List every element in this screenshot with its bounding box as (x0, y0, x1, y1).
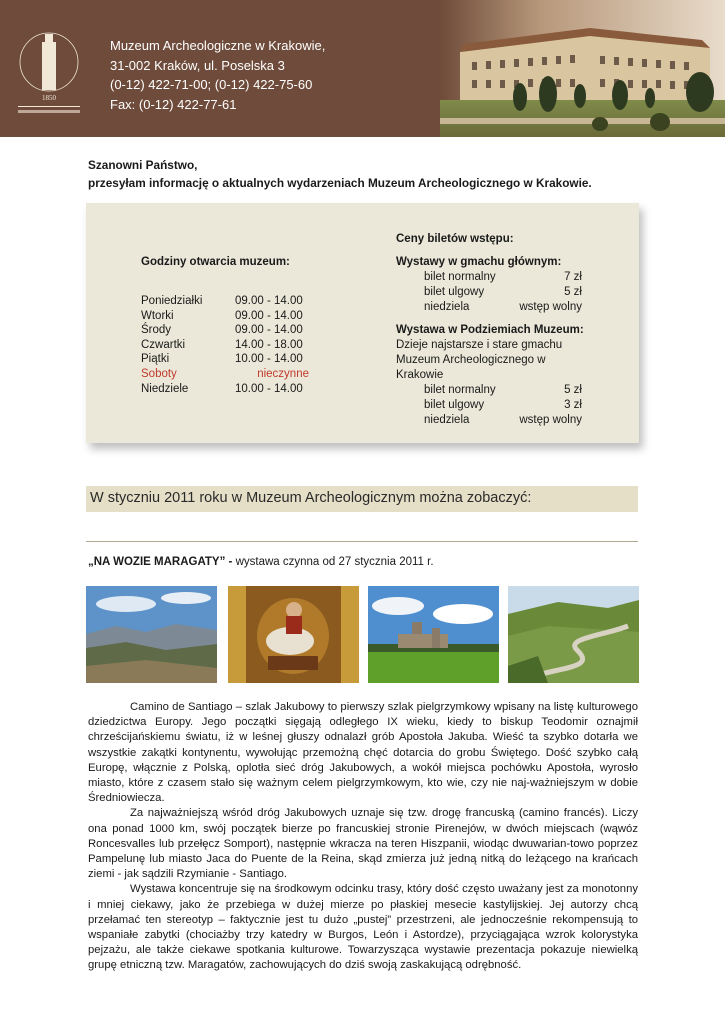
greeting (88, 156, 592, 192)
article-body (88, 700, 638, 974)
banner-text: W styczniu 2011 roku w Muzeum Archeologicznym można zobaczyć: (90, 490, 532, 506)
price-value: 7 zł (564, 271, 582, 283)
divider (86, 541, 638, 542)
underground-title: Wystawa w Podziemiach Muzeum: (396, 324, 584, 336)
cathedral-field-photo (368, 586, 499, 683)
hours-time: nieczynne (257, 367, 309, 380)
hours-day: Poniedziałki (141, 295, 203, 307)
hours-row (141, 294, 309, 309)
exhibition-heading (88, 556, 434, 568)
address-line: Fax: (0-12) 422-77-61 (110, 96, 237, 112)
price-label: niedziela (424, 414, 470, 426)
hours-row (141, 323, 309, 338)
prices-title: Ceny biletów wstępu: (396, 233, 514, 245)
price-label: bilet normalny (424, 384, 496, 396)
price-row (396, 285, 582, 300)
underground-description: Dzieje najstarsze i stare gmachu (396, 339, 563, 351)
main-building-title: Wystawy w gmachu głównym: (396, 256, 562, 268)
hours-row-closed (141, 367, 309, 382)
hours-time: 09.00 - 14.00 (235, 295, 303, 307)
price-value: 3 zł (564, 399, 582, 411)
hours-day: Piątki (141, 353, 170, 366)
price-row (396, 413, 582, 428)
winding-road-photo (508, 586, 639, 683)
greeting-message: przesyłam informację o aktualnych wydarzeniach Muzeum Archeologicznego w Krakowie. (88, 176, 592, 190)
museum-address (110, 36, 325, 114)
underground-description: Muzeum Archeologicznego w Krakowie (396, 354, 546, 381)
price-value: 5 zł (564, 286, 582, 298)
price-value: wstęp wolny (519, 414, 582, 426)
hours-row (141, 309, 309, 324)
price-value: 5 zł (564, 384, 582, 396)
hours-time: 14.00 - 18.00 (235, 338, 303, 351)
address-line: 31-002 Kraków, ul. Poselska 3 (110, 57, 285, 73)
hours-time: 09.00 - 14.00 (235, 324, 303, 337)
price-value: wstęp wolny (519, 301, 582, 313)
hours-day: Wtorki (141, 309, 174, 322)
hours-time: 09.00 - 14.00 (235, 309, 303, 322)
exhibition-title: „NA WOZIE MARAGATY” - (88, 556, 233, 568)
article-paragraph: Za najważniejszą wśród dróg Jakubowych uznaje się tzw. drogę francuską (camino francés). Liczy ona ponad 1000 km, swój początek bierze po francuskiej stronie Pirenejów, w dwóch miejscach (wąwóz Roncesvalles lub przełęcz Somport), następnie wkracza na teren Hiszpanii, wiodąc dwuwarian-towo poprzez Pampelunę lub miasto Jaca do Puente de la Reina, skąd zmierza już jedną nitką do leżącego na krańcach ziemi - jak sądzili Rzymianie - Santiago. (88, 807, 638, 881)
museum-building-photo (440, 0, 725, 137)
price-label: bilet normalny (424, 271, 496, 283)
saint-james-sculpture-photo (228, 586, 359, 683)
article-paragraph: Camino de Santiago – szlak Jakubowy to pierwszy szlak pielgrzymkowy wpisany na listę kulturowego dziedzictwa Europy. Jego początki sięgają odległego IX wieku, kiedy to biskup Teodomir oznajmił chrześcijańskiemu światu, iż w leśnej głuszy odnalazł grób Apostoła Jakuba. Wieść ta szybko dotarła we wszystkie zakątki kontynentu, wywołując przemożną chęć dotarcia do grobu Świętego. Dość szybko całą Europę, włącznie z Polską, oplotła sieć dróg Jakubowych, a wokół miejsca pochówku Apostoła, wyrosło miasto, które z czasem stało się ważnym celem pielgrzymkowym, kto wie, czy nie naj-ważniejszym w dobie Średniowiecza. (88, 701, 638, 805)
section-banner (86, 486, 638, 512)
hours-day: Niedziele (141, 382, 189, 395)
opening-hours-table (141, 294, 309, 396)
hours-time: 10.00 - 14.00 (235, 353, 303, 366)
hours-day: Soboty (141, 367, 177, 380)
address-line: Muzeum Archeologiczne w Krakowie, (110, 38, 326, 53)
mountain-landscape-photo (86, 586, 217, 683)
exhibition-subtitle: wystawa czynna od 27 stycznia 2011 r. (232, 556, 434, 568)
header-bar (0, 0, 725, 137)
price-row (396, 270, 582, 285)
opening-hours-title: Godziny otwarcia muzeum: (141, 256, 290, 268)
address-line: (0-12) 422-71-00; (0-12) 422-75-60 (110, 77, 313, 92)
article-paragraph: Wystawa koncentruje się na środkowym odcinku trasy, który dość często uważany jest za monotonny i mniej ciekawy, jako że przebiega w dużej mierze po płaskiej mesecie kastylijskiej. Jej autorzy chcą przełamać ten stereotyp – faktycznie jest tu dużo „pustej” przestrzeni, ale jednocześnie rekompensują to wspaniałe zabytki (chociażby trzy katedry w Burgos, León i Astordze), przyciągająca wzrok kolorystyka pejzażu, ale także ciekawe spotkania kulturowe. Towarzysząca wystawie prezentacja pokazuje niewielką grupę etniczną tzw. Maragatów, zachowujących do dziś swoją zaskakującą odrębność. (88, 883, 638, 972)
price-label: bilet ulgowy (424, 286, 485, 298)
hours-row (141, 352, 309, 367)
price-label: niedziela (424, 301, 470, 313)
hours-row (141, 382, 309, 397)
hours-row (141, 338, 309, 353)
museum-logo (14, 22, 84, 117)
price-row (396, 300, 582, 315)
logo-year: 1850 (42, 94, 56, 102)
hours-day: Środy (141, 324, 172, 337)
ticket-prices (396, 232, 596, 428)
price-row (396, 398, 582, 413)
greeting-salutation: Szanowni Państwo, (88, 158, 198, 172)
hours-day: Czwartki (141, 338, 186, 351)
hours-time: 10.00 - 14.00 (235, 382, 303, 395)
price-row (396, 383, 582, 398)
price-label: bilet ulgowy (424, 399, 485, 411)
